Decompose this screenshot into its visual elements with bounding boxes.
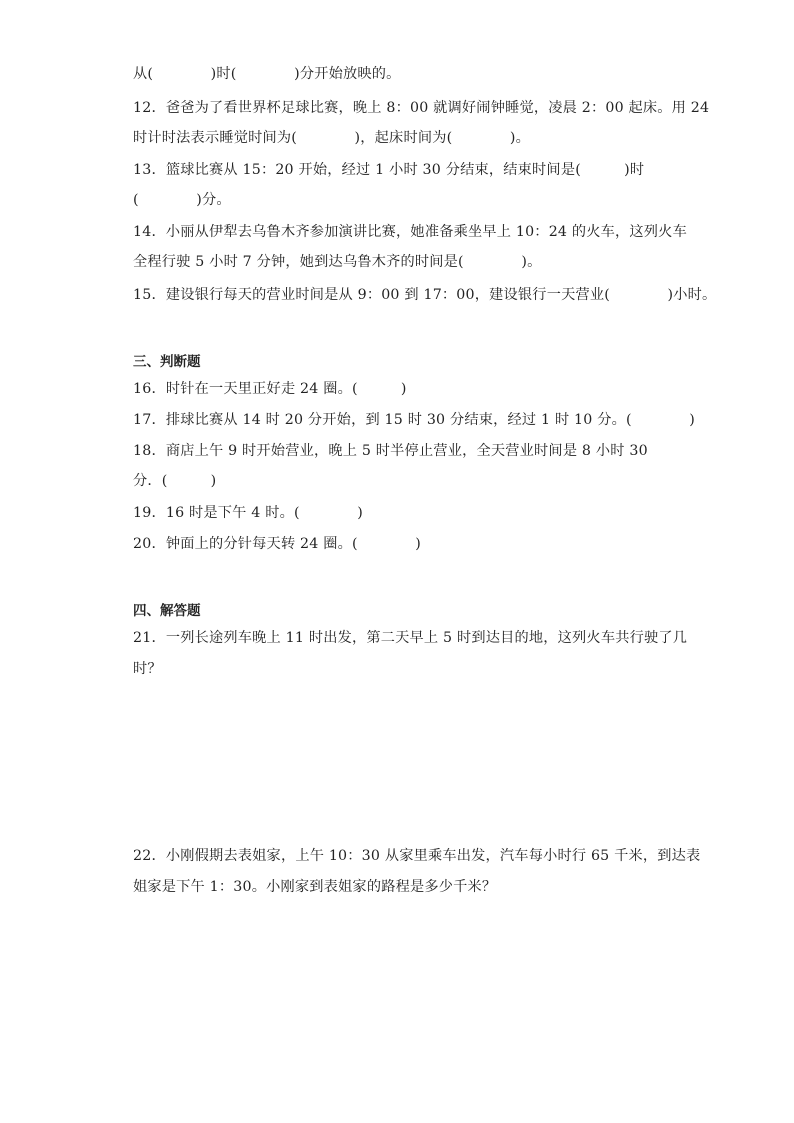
q13-line1: 13．篮球比赛从 15：20 开始，经过 1 小时 30 分结束，结束时间是( )时 [133, 162, 645, 178]
q12-line1: 12．爸爸为了看世界杯足球比赛，晚上 8：00 就调好闹钟睡觉，凌晨 2：00 起床。用 24 [133, 100, 710, 116]
q18-line1: 18．商店上午 9 时开始营业，晚上 5 时半停止营业，全天营业时间是 8 小时 30 [133, 443, 648, 459]
q17-line: 17．排球比赛从 14 时 20 分开始，到 15 时 30 分结束，经过 1 时 10 分。( ) [133, 412, 696, 428]
section-3-heading: 三、判断题 [133, 354, 201, 370]
q13-line2: ( )分。 [133, 192, 231, 208]
q14-line1: 14．小丽从伊犁去乌鲁木齐参加演讲比赛，她准备乘坐早上 10：24 的火车，这列火车 [133, 224, 687, 240]
section-4-heading: 四、解答题 [133, 603, 201, 619]
q21-line2: 时？ [133, 661, 162, 677]
q18-line2: 分．( ) [133, 473, 217, 489]
q11-continuation: 从( )时( )分开始放映的。 [133, 66, 401, 82]
q21-line1: 21．一列长途列车晚上 11 时出发，第二天早上 5 时到达目的地，这列火车共行驶了几 [133, 630, 688, 646]
q22-line2: 姐家是下午 1：30。小刚家到表姐家的路程是多少千米？ [133, 879, 497, 895]
q20-line: 20．钟面上的分针每天转 24 圈。( ) [133, 536, 421, 552]
q12-line2: 时计时法表示睡觉时间为( )，起床时间为( )。 [133, 130, 531, 146]
q19-line: 19．16 时是下午 4 时。( ) [133, 505, 363, 521]
q14-line2: 全程行驶 5 小时 7 分钟，她到达乌鲁木齐的时间是( )。 [133, 254, 542, 270]
q22-line1: 22．小刚假期去表姐家，上午 10：30 从家里乘车出发，汽车每小时行 65 千米，到达表 [133, 848, 701, 864]
q16-line: 16．时针在一天里正好走 24 圈。( ) [133, 381, 407, 397]
q15-line: 15．建设银行每天的营业时间是从 9：00 到 17：00，建设银行一天营业( )小时。 [133, 287, 717, 303]
